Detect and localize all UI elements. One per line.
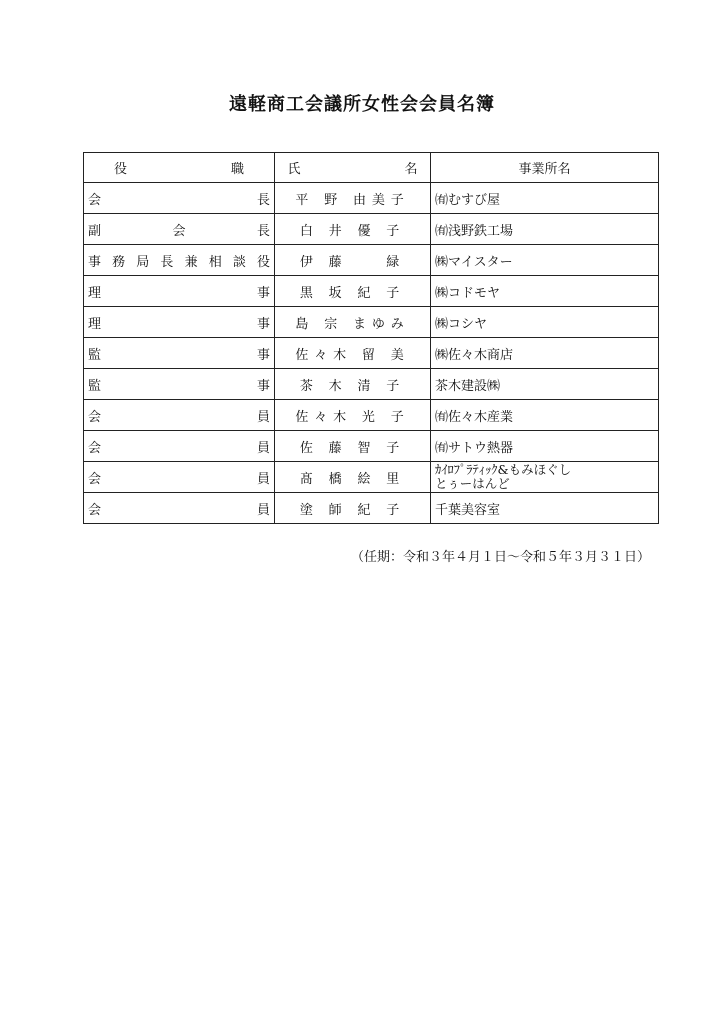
member-role: 会員 xyxy=(84,493,275,524)
member-name: 塗 師 紀 子 xyxy=(275,493,431,524)
member-name: 黒 坂 紀 子 xyxy=(275,276,431,307)
member-role: 副会長 xyxy=(84,214,275,245)
table-row xyxy=(84,276,659,307)
term-note: （任期：令和３年４月１日～令和５年３月３１日） xyxy=(350,550,650,565)
member-role: 理事 xyxy=(84,276,275,307)
member-business-line2: とぅーはんど xyxy=(435,476,510,491)
table-row xyxy=(84,183,659,214)
member-role: 理事 xyxy=(84,307,275,338)
member-business: ㈲浅野鉄工場 xyxy=(431,214,659,245)
member-business: ㈱コシヤ xyxy=(431,307,659,338)
member-name: 佐々木 光 子 xyxy=(275,400,431,431)
header-name: 氏 名 xyxy=(275,153,431,183)
member-name: 伊 藤 緑 xyxy=(275,245,431,276)
member-role: 監事 xyxy=(84,338,275,369)
member-business: 千葉美容室 xyxy=(431,493,659,524)
member-role: 監事 xyxy=(84,369,275,400)
member-business: ㈲佐々木産業 xyxy=(431,400,659,431)
table-row xyxy=(84,307,659,338)
document-title: 遠軽商工会議所女性会会員名簿 xyxy=(229,94,495,115)
table-row xyxy=(84,400,659,431)
member-name: 髙 橋 絵 里 xyxy=(275,462,431,493)
table-row xyxy=(84,214,659,245)
member-business-line1: ｶｲﾛﾌﾟﾗﾃｨｯｸ&もみほぐし xyxy=(435,462,572,477)
table-row xyxy=(84,369,659,400)
member-business: ㈲サトウ熱器 xyxy=(431,431,659,462)
member-business: ㈱マイスター xyxy=(431,245,659,276)
member-business: 茶木建設㈱ xyxy=(431,369,659,400)
table-row xyxy=(84,245,659,276)
header-business: 事業所名 xyxy=(431,153,659,183)
member-role: 会長 xyxy=(84,183,275,214)
table-row xyxy=(84,462,659,493)
header-role: 役 職 xyxy=(84,153,275,183)
member-role: 会員 xyxy=(84,462,275,493)
table-row xyxy=(84,338,659,369)
member-role: 事務局長兼相談役 xyxy=(84,245,275,276)
member-business: ㈱佐々木商店 xyxy=(431,338,659,369)
member-name: 佐々木 留 美 xyxy=(275,338,431,369)
member-business xyxy=(431,462,659,493)
table-row xyxy=(84,493,659,524)
member-business: ㈱コドモヤ xyxy=(431,276,659,307)
member-business: ㈲むすび屋 xyxy=(431,183,659,214)
member-name: 茶 木 清 子 xyxy=(275,369,431,400)
table-header-row xyxy=(84,153,659,183)
member-name: 白 井 優 子 xyxy=(275,214,431,245)
member-name: 佐 藤 智 子 xyxy=(275,431,431,462)
member-roster-table xyxy=(83,152,659,524)
member-role: 会員 xyxy=(84,400,275,431)
table-row xyxy=(84,431,659,462)
member-name: 島 宗 まゆみ xyxy=(275,307,431,338)
member-name: 平 野 由美子 xyxy=(275,183,431,214)
member-role: 会員 xyxy=(84,431,275,462)
